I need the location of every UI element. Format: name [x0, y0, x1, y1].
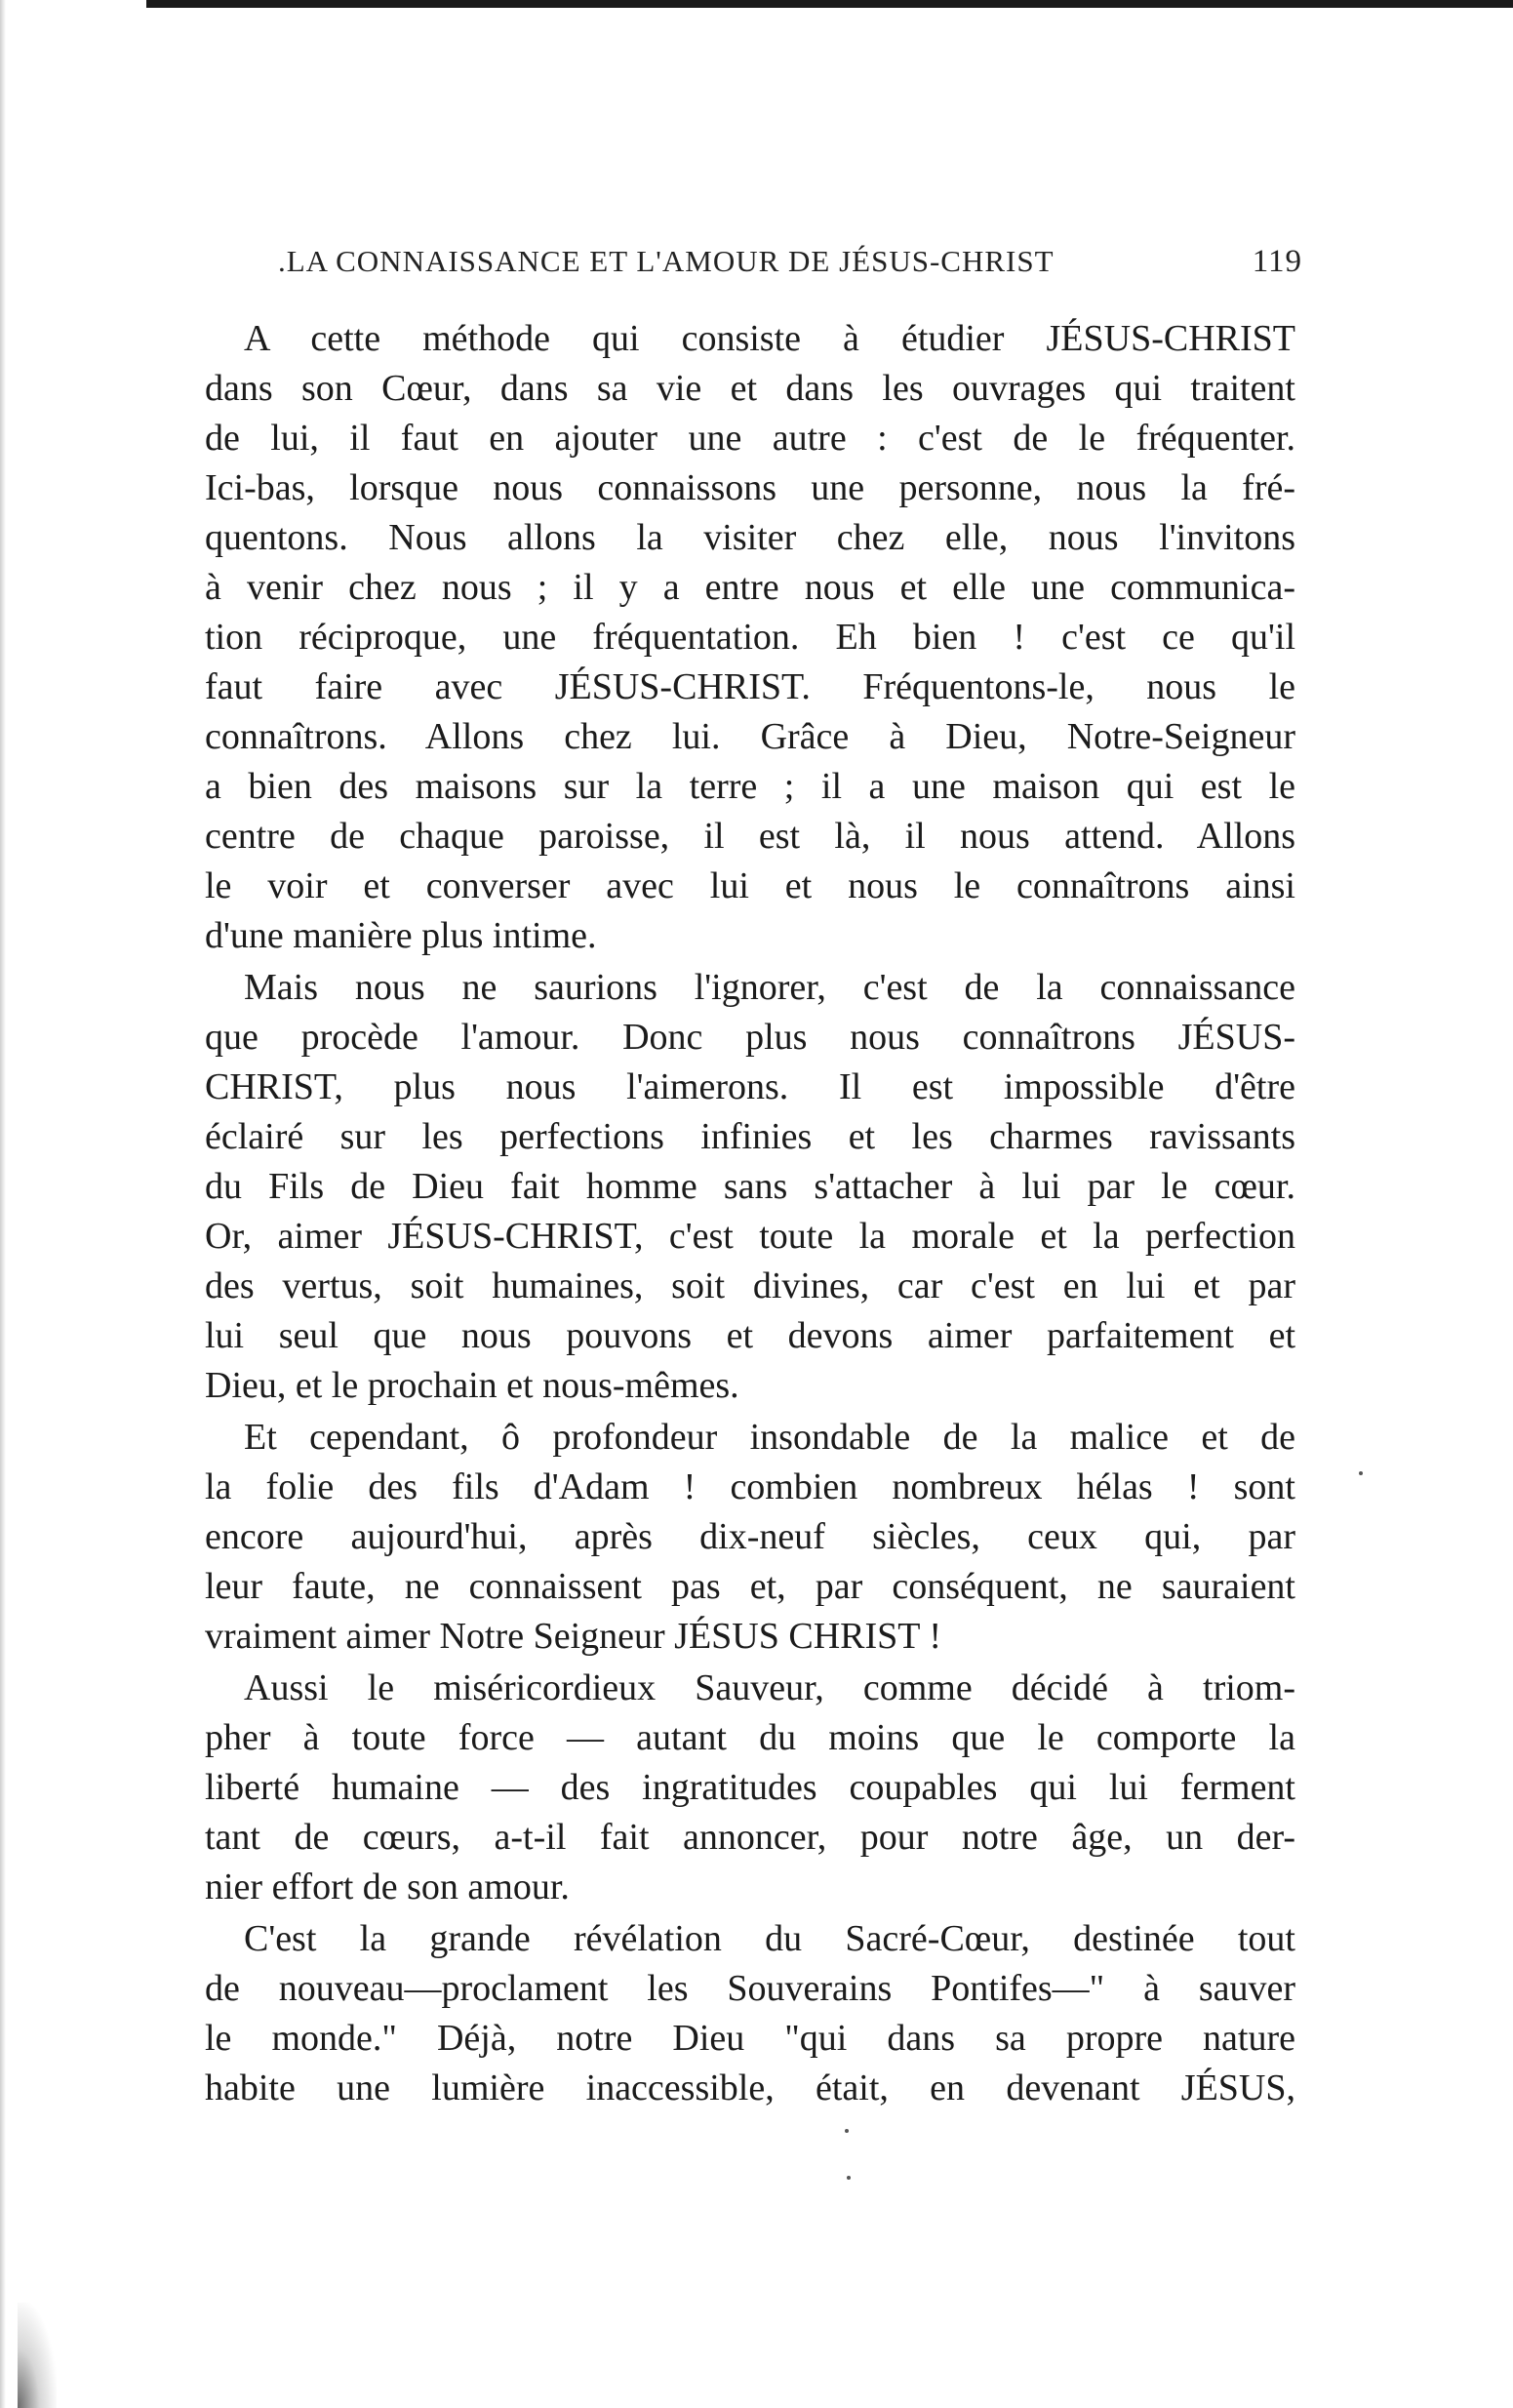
margin-speck: [1359, 1471, 1363, 1475]
text-line: Dieu, et le prochain et nous-mêmes.: [205, 1365, 739, 1406]
text-line: des vertus, soit humaines, soit divines, car c'est en lui et par: [205, 1265, 1295, 1306]
text-line: A cette méthode qui consiste à étudier JÉSUS-CHRIST: [244, 318, 1295, 359]
text-line: nier effort de son amour.: [205, 1866, 570, 1907]
running-head-title: .LA CONNAISSANCE ET L'AMOUR DE JÉSUS-CHRIST: [278, 244, 1055, 278]
text-line: vraiment aimer Notre Seigneur JÉSUS CHRIST !: [205, 1616, 941, 1657]
text-line: d'une manière plus intime.: [205, 915, 597, 956]
text-line: de nouveau—proclament les Souverains Pontifes—" à sauver: [205, 1968, 1295, 2009]
text-line: Mais nous ne saurions l'ignorer, c'est de la connaissance: [244, 967, 1295, 1008]
text-line: le voir et converser avec lui et nous le connaîtrons ainsi: [205, 865, 1295, 906]
paragraph: [205, 1413, 1295, 1662]
text-line: C'est la grande révélation du Sacré-Cœur, destinée tout: [244, 1918, 1295, 1959]
text-line: la folie des fils d'Adam ! combien nombreux hélas ! sont: [205, 1466, 1295, 1507]
text-line: quentons. Nous allons la visiter chez elle, nous l'invitons: [205, 517, 1295, 558]
text-line: que procède l'amour. Donc plus nous connaîtrons JÉSUS-: [205, 1017, 1295, 1058]
paragraph: [205, 314, 1295, 961]
binding-smudge: [18, 2303, 57, 2408]
text-line: le monde." Déjà, notre Dieu "qui dans sa propre nature: [205, 2018, 1295, 2059]
margin-speck: [845, 2129, 849, 2133]
text-line: de lui, il faut en ajouter une autre : c'est de le fréquenter.: [205, 418, 1295, 459]
text-line: encore aujourd'hui, après dix-neuf siècles, ceux qui, par: [205, 1516, 1295, 1557]
text-line: habite une lumière inaccessible, était, en devenant JÉSUS,: [205, 2067, 1295, 2108]
text-line: CHRIST, plus nous l'aimerons. Il est impossible d'être: [205, 1066, 1295, 1107]
text-line: a bien des maisons sur la terre ; il a une maison qui est le: [205, 766, 1295, 807]
paragraph: [205, 963, 1295, 1411]
text-line: lui seul que nous pouvons et devons aimer parfaitement et: [205, 1315, 1295, 1356]
text-line: pher à toute force — autant du moins que le comporte la: [205, 1717, 1295, 1758]
text-line: Or, aimer JÉSUS-CHRIST, c'est toute la morale et la perfection: [205, 1216, 1295, 1257]
top-border-rule: [146, 0, 1513, 8]
running-head: [278, 244, 1302, 287]
text-line: du Fils de Dieu fait homme sans s'attacher à lui par le cœur.: [205, 1166, 1295, 1207]
text-line: tion réciproque, une fréquentation. Eh bien ! c'est ce qu'il: [205, 617, 1295, 658]
text-line: liberté humaine — des ingratitudes coupables qui lui ferment: [205, 1767, 1295, 1808]
page-number: 119: [1252, 244, 1302, 279]
text-line: leur faute, ne connaissent pas et, par conséquent, ne sauraient: [205, 1566, 1295, 1607]
text-line: dans son Cœur, dans sa vie et dans les ouvrages qui traitent: [205, 368, 1295, 409]
text-line: tant de cœurs, a-t-il fait annoncer, pour notre âge, un der-: [205, 1817, 1295, 1858]
margin-speck: [847, 2176, 851, 2180]
page-edge-shadow: [0, 0, 6, 2408]
text-line: connaîtrons. Allons chez lui. Grâce à Dieu, Notre-Seigneur: [205, 716, 1295, 757]
text-line: à venir chez nous ; il y a entre nous et elle une communica-: [205, 567, 1295, 608]
text-line: centre de chaque paroisse, il est là, il nous attend. Allons: [205, 816, 1295, 857]
text-line: Aussi le miséricordieux Sauveur, comme décidé à triom-: [244, 1667, 1295, 1708]
paragraph: [205, 1914, 1295, 2113]
body-text: [205, 314, 1295, 2113]
text-line: Ici-bas, lorsque nous connaissons une personne, nous la fré-: [205, 467, 1295, 508]
text-line: Et cependant, ô profondeur insondable de la malice et de: [244, 1417, 1295, 1458]
text-line: éclairé sur les perfections infinies et les charmes ravissants: [205, 1116, 1295, 1157]
text-line: faut faire avec JÉSUS-CHRIST. Fréquentons-le, nous le: [205, 666, 1295, 707]
paragraph: [205, 1664, 1295, 1912]
